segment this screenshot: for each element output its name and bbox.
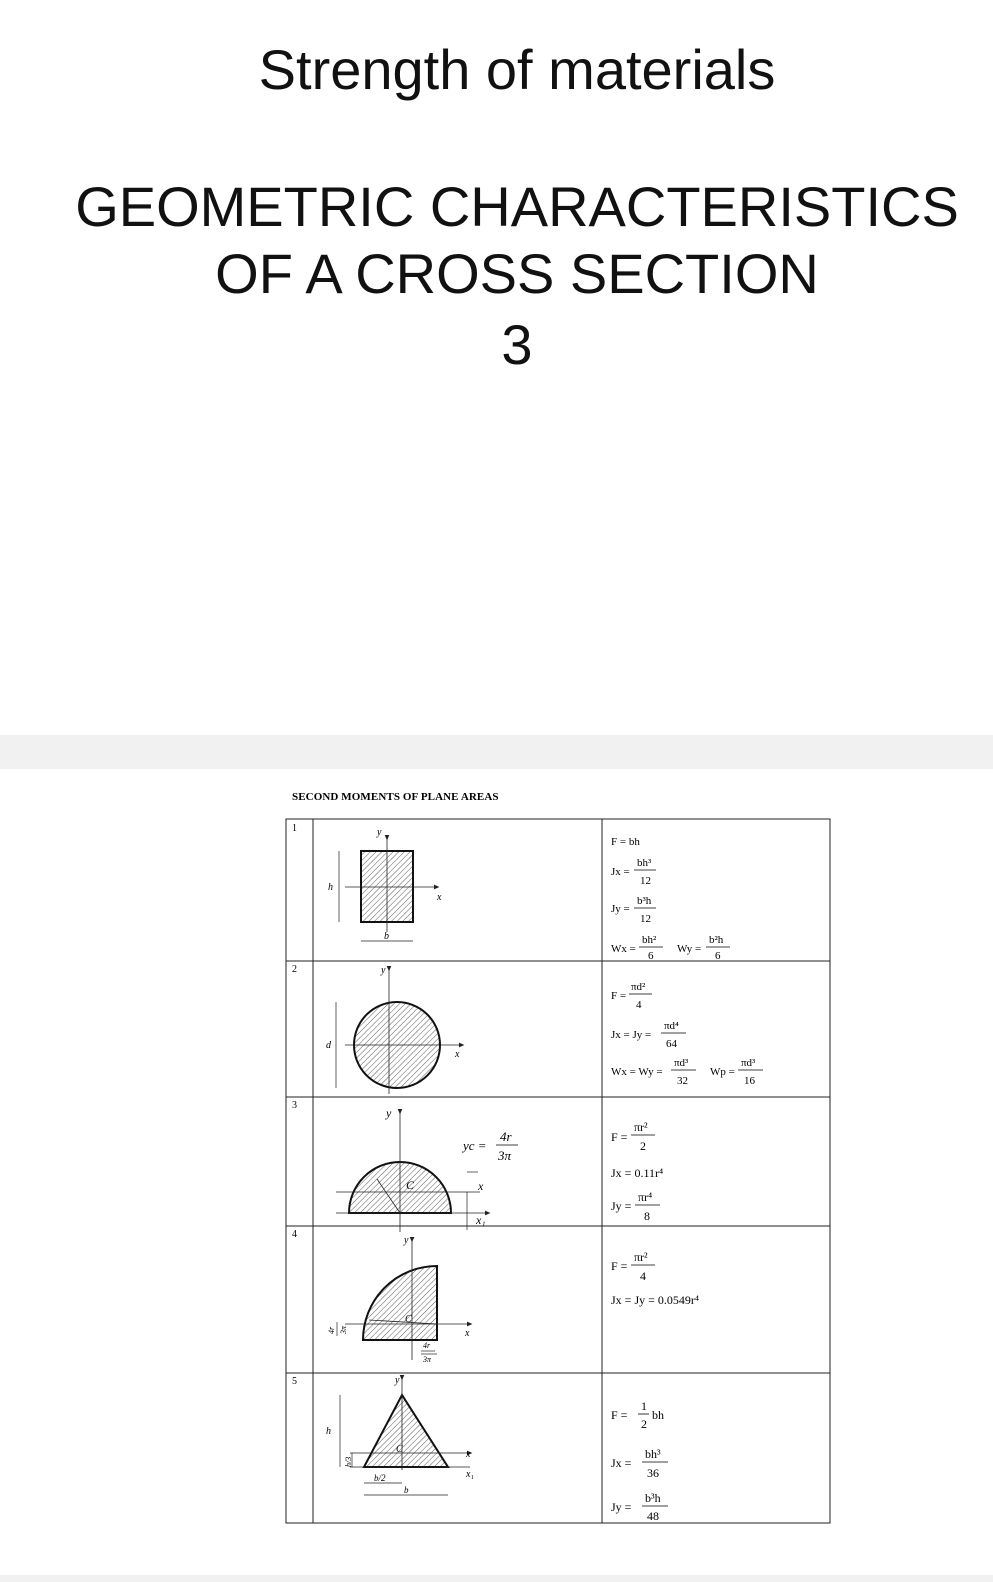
formula-text: πd⁴	[664, 1020, 679, 1032]
page-heading-line-2: OF A CROSS SECTION	[215, 242, 819, 305]
row-2-formulas	[611, 981, 763, 1087]
formula-text: F =	[611, 1259, 628, 1273]
formula-text: 4	[636, 999, 642, 1011]
centroid-formula	[461, 1129, 518, 1163]
formula-text: πd³	[674, 1057, 689, 1069]
formula-text: 6	[715, 950, 721, 962]
formula-text: 36	[647, 1466, 659, 1480]
formula-text: Wp =	[710, 1066, 735, 1078]
formula-text: Jx =	[611, 1456, 632, 1470]
row-5-formulas	[611, 1399, 668, 1523]
table-caption: SECOND MOMENTS OF PLANE AREAS	[292, 791, 499, 803]
formula-text: πd²	[631, 981, 646, 993]
row-4-formulas	[611, 1250, 699, 1307]
formula-text: πr²	[634, 1250, 648, 1264]
row-number: 5	[292, 1376, 297, 1387]
formula-text: bh²	[642, 934, 657, 946]
axis-label-x: x	[437, 892, 442, 903]
formula-text: 4	[640, 1269, 646, 1283]
semicircle-section-diagram	[336, 1112, 488, 1232]
formula-text: b²h	[709, 934, 724, 946]
axis-label-y: y	[381, 965, 386, 976]
quarter-circle-section-diagram	[345, 1240, 470, 1360]
bottom-divider	[0, 1575, 993, 1582]
row-number: 1	[292, 823, 297, 834]
axis-label-x: x	[478, 1179, 484, 1193]
page-heading-number: 3	[501, 313, 533, 376]
formula-text: Wx =	[611, 943, 636, 955]
formula-text: F =	[611, 1408, 628, 1422]
formula-text: bh³	[645, 1447, 661, 1461]
rectangle-section-diagram	[339, 838, 437, 941]
axis-label-x: x	[465, 1328, 470, 1339]
formula-text: 4r	[423, 1341, 431, 1350]
formula-text: yc =	[463, 1138, 487, 1153]
formula-text: 32	[677, 1075, 688, 1087]
centroid-label: C	[405, 1314, 412, 1325]
formula-text: 1	[641, 1399, 647, 1413]
centroid-label: C	[406, 1178, 415, 1192]
axis-label-y: y	[395, 1375, 400, 1386]
circle-section-diagram	[336, 969, 462, 1094]
formula-text: 8	[644, 1209, 650, 1223]
formula-text: Wy =	[677, 943, 702, 955]
formula-text: F =	[611, 1130, 628, 1144]
formula-text: b³h	[645, 1491, 661, 1505]
axis-label-x1: x₁	[466, 1469, 474, 1480]
axis-label-y: y	[404, 1235, 409, 1246]
formula-text: 64	[666, 1038, 677, 1050]
app-title: Strength of materials	[258, 38, 776, 101]
formula-text: Wx = Wy =	[611, 1066, 663, 1078]
formula-text: πr⁴	[638, 1190, 653, 1204]
formula-text: 12	[640, 913, 651, 925]
dim-label-b2: b/2	[374, 1473, 386, 1483]
formula-text: bh³	[637, 857, 652, 869]
formula-text: 3π	[339, 1325, 348, 1334]
formula-text: 2	[641, 1417, 647, 1431]
dim-label-b: b	[404, 1485, 409, 1495]
formula-text: 6	[648, 950, 654, 962]
row-number: 3	[292, 1100, 297, 1111]
formula-text: 16	[744, 1075, 755, 1087]
page-heading-line-1: GEOMETRIC CHARACTERISTICS	[75, 175, 959, 238]
dim-label-h3: h/3	[344, 1456, 353, 1467]
formula-text: Jx = Jy = 0.0549r⁴	[611, 1293, 700, 1307]
formula-text: b³h	[637, 895, 652, 907]
table-grid	[286, 819, 830, 1523]
dim-label-h: h	[328, 882, 333, 893]
triangle-section-diagram	[340, 1378, 470, 1495]
centroid-label: C	[396, 1444, 403, 1455]
row-number: 2	[292, 964, 297, 975]
formula-text: 48	[647, 1509, 659, 1523]
formula-text: Jy =	[611, 903, 630, 915]
formula-text: 2	[640, 1139, 646, 1153]
axis-label-x: x	[455, 1049, 460, 1060]
axis-label-y: y	[377, 827, 382, 838]
dim-label-b: b	[384, 931, 389, 942]
formula-text: 3π	[423, 1355, 432, 1364]
formula-text: F =	[611, 990, 627, 1002]
formula-text: bh	[652, 1408, 664, 1422]
formula-text: 3π	[498, 1148, 512, 1163]
formula-text: 4r	[327, 1326, 336, 1334]
axis-label-x: x	[466, 1449, 471, 1460]
formula-text: 12	[640, 875, 651, 887]
formula-text: πr²	[634, 1120, 648, 1134]
dim-label-h: h	[326, 1426, 331, 1437]
formula-text: Jx =	[611, 866, 630, 878]
axis-label-x1: x₁	[476, 1213, 486, 1227]
dim-label-4r-3pi-vertical	[327, 1322, 348, 1336]
formula-text: Jx = Jy =	[611, 1029, 652, 1041]
row-number: 4	[292, 1229, 297, 1240]
formula-text: 4r	[500, 1129, 512, 1144]
dim-label-d: d	[326, 1040, 331, 1051]
row-1-formulas	[611, 836, 730, 962]
formula-text: Jx = 0.11r⁴	[611, 1166, 664, 1180]
dim-label-4r-3pi	[421, 1341, 435, 1364]
formula-text: F = bh	[611, 836, 640, 848]
formula-text: Jy =	[611, 1199, 632, 1213]
row-3-formulas	[611, 1120, 663, 1223]
axis-label-y: y	[386, 1106, 392, 1120]
formula-text: Jy =	[611, 1500, 632, 1514]
formula-text: πd³	[741, 1057, 756, 1069]
